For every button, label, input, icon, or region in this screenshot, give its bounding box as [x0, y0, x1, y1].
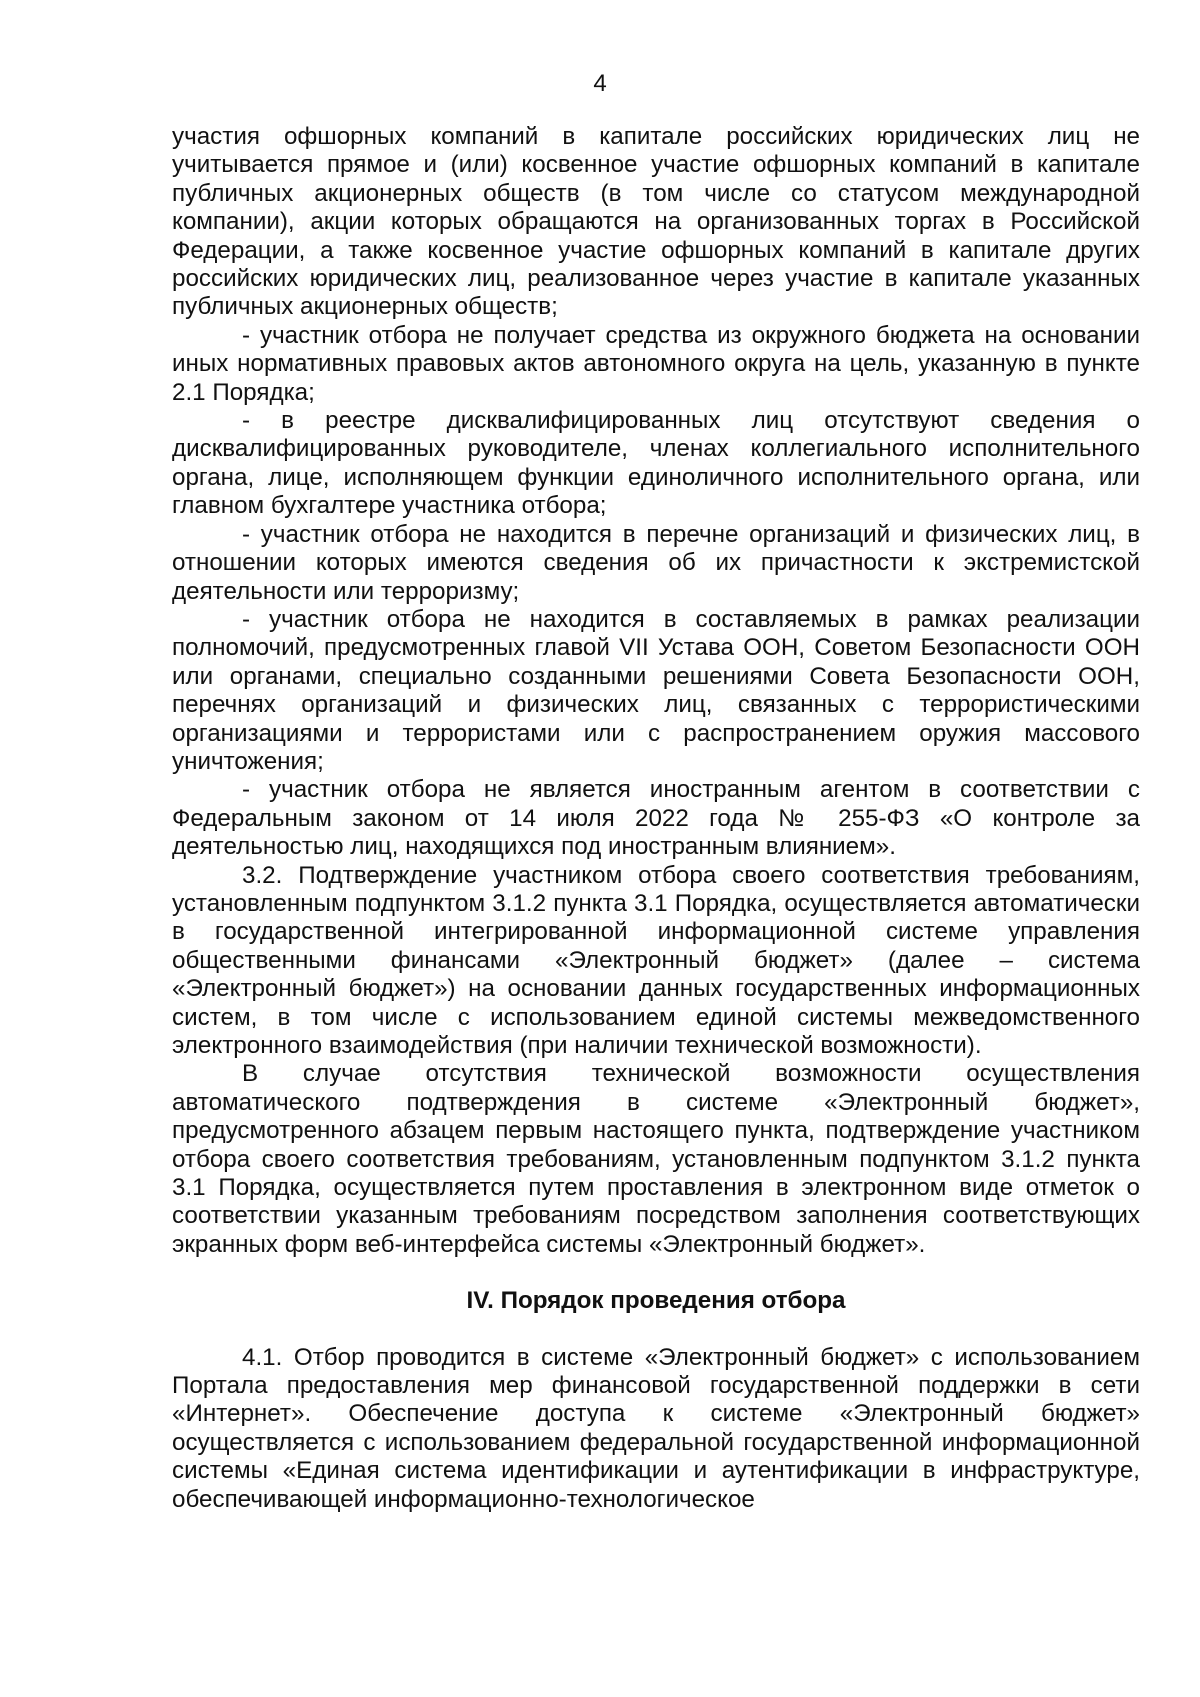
paragraph-extremism-list: - участник отбора не находится в перечне организаций и физических лиц, в отношении которых имеются сведения об их причастности к экстремистской деятельности или терроризму; [172, 520, 1140, 605]
paragraph-3-2-confirmation: 3.2. Подтверждение участником отбора своего соответствия требованиям, установленным подпунктом 3.1.2 пункта 3.1 Порядка, осуществляется автоматически в государственной интегрированной информационной системе управления общественными финансами «Электронный бюджет» (далее – система «Электронный бюджет») на основании данных государственных информационных систем, в том числе с использованием единой системы межведомственного электронного взаимодействия (при наличии технической возможности). [172, 861, 1140, 1059]
paragraph-un-lists: - участник отбора не находится в составляемых в рамках реализации полномочий, предусмотренных главой VII Устава ООН, Советом Безопасности ООН или органами, специально созданными решениями Совета Безопасности ООН, перечнях организаций и физических лиц, связанных с террористическими организациями и террористами или с распространением оружия массового уничтожения; [172, 605, 1140, 775]
paragraph-4-1-selection: 4.1. Отбор проводится в системе «Электронный бюджет» с использованием Портала предоставления мер финансовой государственной поддержки в сети «Интернет». Обеспечение доступа к системе «Электронный бюджет» осуществляется с использованием федеральной государственной информационной системы «Единая система идентификации и аутентификации в инфраструктуре, обеспечивающей информационно-технологическое [172, 1343, 1140, 1513]
paragraph-3-2-manual-confirmation: В случае отсутствия технической возможности осуществления автоматического подтверждения в системе «Электронный бюджет», предусмотренного абзацем первым настоящего пункта, подтверждение участником отбора своего соответствия требованиям, установленным подпунктом 3.1.2 пункта 3.1 Порядка, осуществляется путем проставления в электронном виде отметок о соответствии указанным требованиям посредством заполнения соответствующих экранных форм веб-интерфейса системы «Электронный бюджет». [172, 1060, 1140, 1258]
paragraph-disqualified-registry: - в реестре дисквалифицированных лиц отсутствуют сведения о дисквалифицированных руководителе, членах коллегиального исполнительного органа, лице, исполняющем функции единоличного исполнительного органа, или главном бухгалтере участника отбора; [172, 407, 1140, 520]
section-heading-iv: IV. Порядок проведения отбора [466, 1287, 846, 1315]
paragraph-no-district-funds: - участник отбора не получает средства из окружного бюджета на основании иных нормативных правовых актов автономного округа на цель, указанную в пункте 2.1 Порядка; [172, 321, 1140, 406]
paragraph-foreign-agent: - участник отбора не является иностранным агентом в соответствии с Федеральным законом от 14 июля 2022 года № 255-ФЗ «О контроле за деятельностью лиц, находящихся под иностранным влиянием». [172, 776, 1140, 861]
paragraph-offshore-continuation: участия офшорных компаний в капитале российских юридических лиц не учитывается прямое и (или) косвенное участие офшорных компаний в капитале публичных акционерных обществ (в том числе со статусом международной компании), акции которых обращаются на организованных торгах в Российской Федерации, а также косвенное участие офшорных компаний в капитале других российских юридических лиц, реализованное через участие в капитале указанных публичных акционерных обществ; [172, 123, 1140, 321]
page-number: 4 [593, 70, 607, 97]
document-body [172, 123, 1140, 1514]
